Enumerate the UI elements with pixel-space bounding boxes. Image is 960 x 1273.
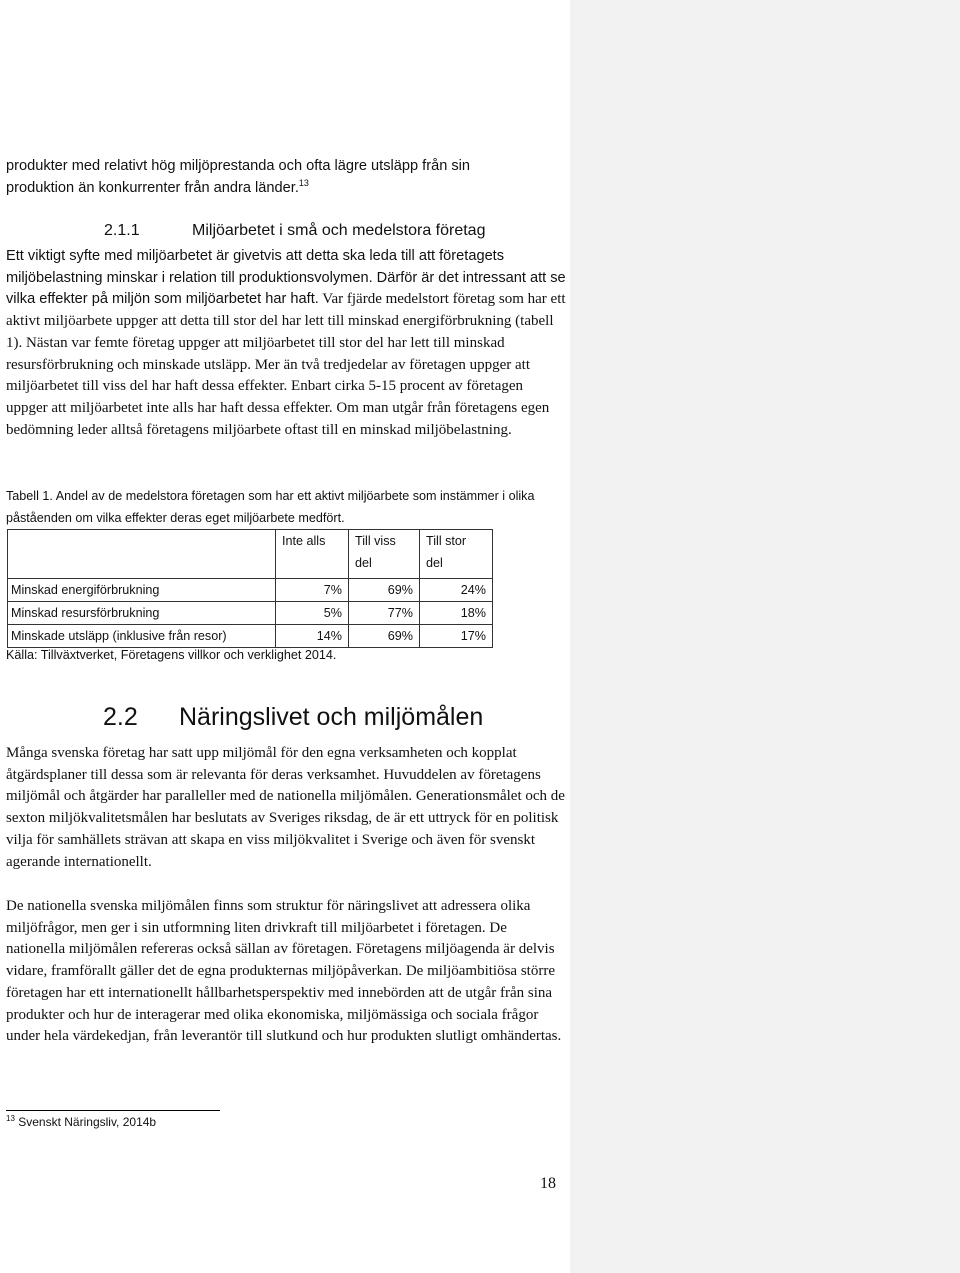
table-header-cell: Inte alls: [276, 530, 349, 579]
table-cell: 69%: [349, 625, 420, 648]
table-row: [8, 602, 493, 625]
table-source: Källa: Tillväxtverket, Företagens villkor och verklighet 2014.: [6, 648, 337, 662]
table-cell: 69%: [349, 579, 420, 602]
intro-line-1: produkter med relativt hög miljöprestanda och ofta lägre utsläpp från sin: [6, 158, 471, 174]
intro-line-2: produktion än konkurrenter från andra länder.: [6, 179, 299, 196]
table-cell: 7%: [276, 579, 349, 602]
table-cell: 14%: [276, 625, 349, 648]
table-header-cell: [8, 530, 276, 579]
footnote-text: Svenskt Näringsliv, 2014b: [18, 1115, 157, 1129]
table-cell: 17%: [420, 625, 493, 648]
intro-paragraph: [6, 156, 566, 199]
footnote: [6, 1115, 156, 1129]
effects-table: [7, 529, 493, 648]
table-cell: 77%: [349, 602, 420, 625]
table-header-cell: Till viss del: [349, 530, 420, 579]
section-2-1-1-paragraph: [6, 246, 566, 441]
footnote-number: 13: [6, 1114, 15, 1123]
section-2-2-paragraph-2: De nationella svenska miljömålen finns som struktur för näringslivet att adressera olika miljöfrågor, men ger i sin utformning liten drivkraft till miljöarbetet i företagen. De nationella miljömålen refereras också sällan av företagen. Företagens miljöagenda är delvis vidare, framförallt gäller det de egna produkternas miljöpåverkan. De miljöambitiösa större företagen har ett internationellt hållbarhetsperspektiv med innebörden att de utgår från sina produkter och hur de interagerar med olika ekonomiska, miljömässiga och sociala frågor under hela värdekedjan, från leverantör till slutkund och hur produkten slutligt omhändertas.: [6, 898, 562, 1045]
section-number: 2.1.1: [104, 222, 140, 239]
table-cell: 18%: [420, 602, 493, 625]
table-row: [8, 579, 493, 602]
right-margin-panel: [570, 0, 960, 1273]
footnote-reference[interactable]: 13: [298, 177, 309, 188]
table-header-cell: Till stor del: [420, 530, 493, 579]
section-number: 2.2: [103, 703, 138, 731]
table-cell: Minskade utsläpp (inklusive från resor): [8, 625, 276, 648]
table-cell: 5%: [276, 602, 349, 625]
section-heading-2-1-1: [104, 222, 485, 240]
table-row: [8, 625, 493, 648]
section-title: Näringslivet och miljömålen: [179, 703, 484, 731]
paragraph-sans-part: Ett viktigt syfte med miljöarbetet är givetvis att detta ska leda till att företagets miljöbelastning minskar i relation till produktionsvolymen. Därför är det intressant att se vilka effekter på miljön som miljöarbetet har haft.: [6, 248, 566, 308]
table-header-row: [8, 530, 493, 579]
section-2-2-paragraph-1: Många svenska företag har satt upp miljömål för den egna verksamheten och kopplat åtgärdsplaner till dessa som är relevanta för deras verksamhet. Huvuddelen av företagens miljömål och åtgärder har paralleller med de nationella miljömålen. Generationsmålet och de sexton miljökvalitetsmålen har beslutats av Sveriges riksdag, de är ett uttryck för en politisk vilja för samhällets strävan att skapa en viss miljökvalitet i Sverige och även för svenskt agerande internationellt.: [6, 745, 565, 870]
table-cell: 24%: [420, 579, 493, 602]
section-title: Miljöarbetet i små och medelstora företag: [192, 222, 486, 239]
page-number: 18: [540, 1175, 556, 1192]
section-heading-2-2: [103, 703, 483, 732]
table-caption: Tabell 1. Andel av de medelstora företagen som har ett aktivt miljöarbete som instämmer i olika påståenden om vilka effekter deras eget miljöarbete medfört.: [6, 489, 535, 525]
footnote-separator: [6, 1110, 220, 1111]
table-cell: Minskad resursförbrukning: [8, 602, 276, 625]
table-cell: Minskad energiförbrukning: [8, 579, 276, 602]
paragraph-serif-part: Var fjärde medelstort företag som har ett aktivt miljöarbete uppger att detta till stor del har lett till minskad energiförbrukning (tabell 1). Nästan var femte företag uppger att miljöarbetet till stor del har lett till minskad resursförbrukning och minskade utsläpp. Mer än två tredjedelar av företagen uppger att miljöarbetet till viss del har haft dessa effekter. Enbart cirka 5-15 procent av företagen uppger att miljöarbetet inte alls har haft dessa effekter. Om man utgår från företagens egen bedömning leder alltså företagens miljöarbete oftast till en minskad miljöbelastning.: [6, 291, 566, 438]
